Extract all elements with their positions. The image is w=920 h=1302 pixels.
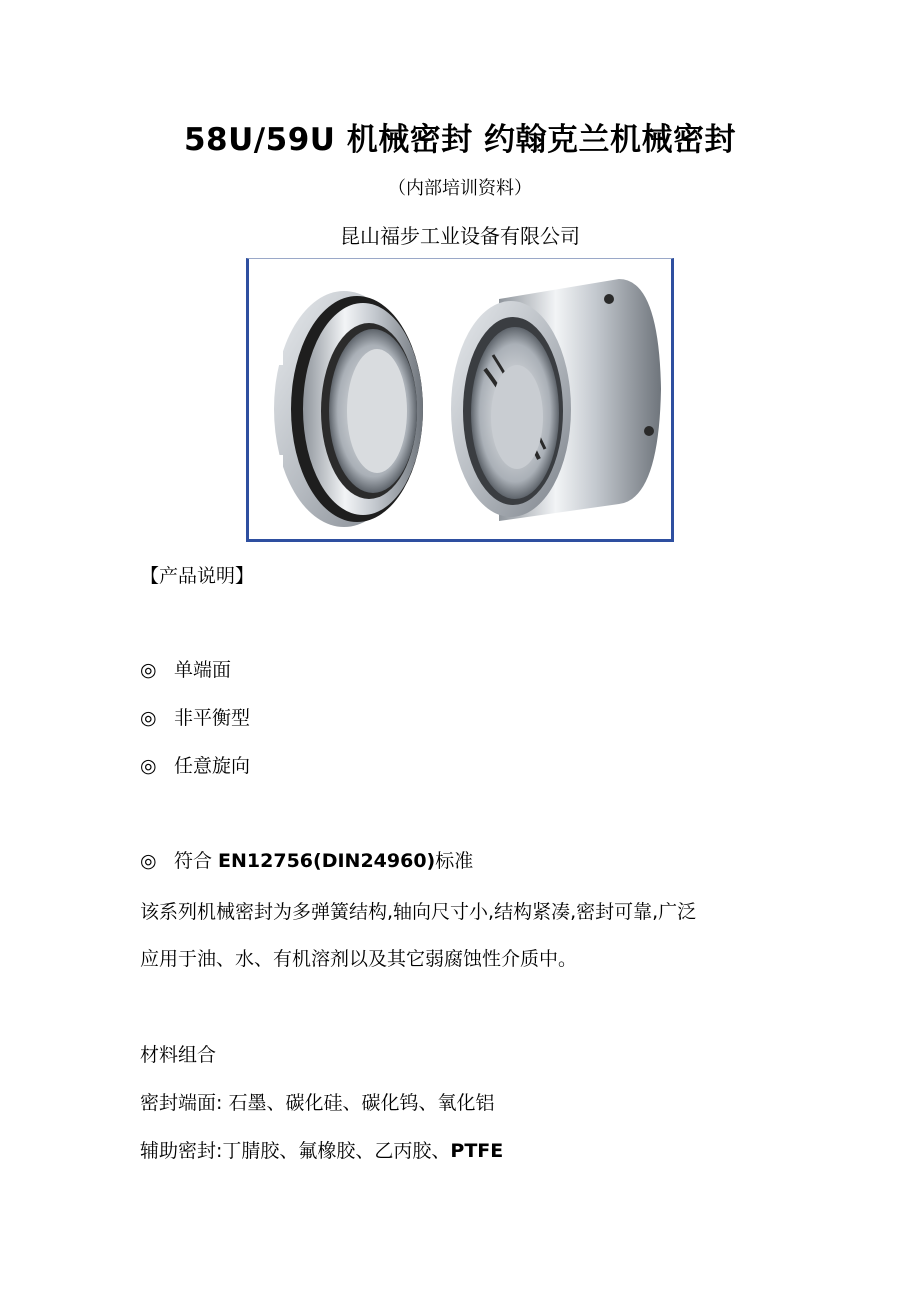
aux-seal-prefix: 辅助密封:丁腈胶、氟橡胶、乙丙胶、 <box>140 1140 451 1162</box>
materials-heading: 材料组合 <box>140 1044 217 1066</box>
list-item <box>140 703 250 730</box>
standard-suffix: 标准 <box>435 850 474 872</box>
stationary-ring-icon <box>271 291 423 527</box>
company-name: 昆山福步工业设备有限公司 <box>340 224 580 248</box>
page-subtitle: （内部培训资料） <box>388 178 532 199</box>
aux-seal-materials <box>140 1136 503 1163</box>
feature-label: 非平衡型 <box>174 707 251 729</box>
feature-label: 任意旋向 <box>174 755 251 777</box>
bullet-icon: ◎ <box>140 850 157 872</box>
standard-code: EN12756(DIN24960) <box>218 850 436 872</box>
description-line-2: 应用于油、水、有机溶剂以及其它弱腐蚀性介质中。 <box>140 948 578 970</box>
product-photo <box>246 258 674 542</box>
aux-seal-code: PTFE <box>450 1140 504 1162</box>
feature-label: 单端面 <box>174 659 232 681</box>
bullet-icon: ◎ <box>140 755 157 777</box>
standard-line <box>140 846 473 873</box>
section-heading: 【产品说明】 <box>140 565 255 587</box>
mechanical-seal-photo-icon <box>249 259 671 539</box>
face-materials: 密封端面: 石墨、碳化硅、碳化钨、氧化铝 <box>140 1092 495 1114</box>
description-line-1: 该系列机械密封为多弹簧结构,轴向尺寸小,结构紧凑,密封可靠,广泛 <box>140 901 697 923</box>
standard-prefix: 符合 <box>174 850 219 872</box>
list-item <box>140 655 231 682</box>
bullet-icon: ◎ <box>140 659 157 681</box>
rotating-unit-icon <box>451 279 661 521</box>
bullet-icon: ◎ <box>140 707 157 729</box>
page-title: 58U/59U 机械密封 约翰克兰机械密封 <box>183 122 737 158</box>
list-item <box>140 751 250 778</box>
